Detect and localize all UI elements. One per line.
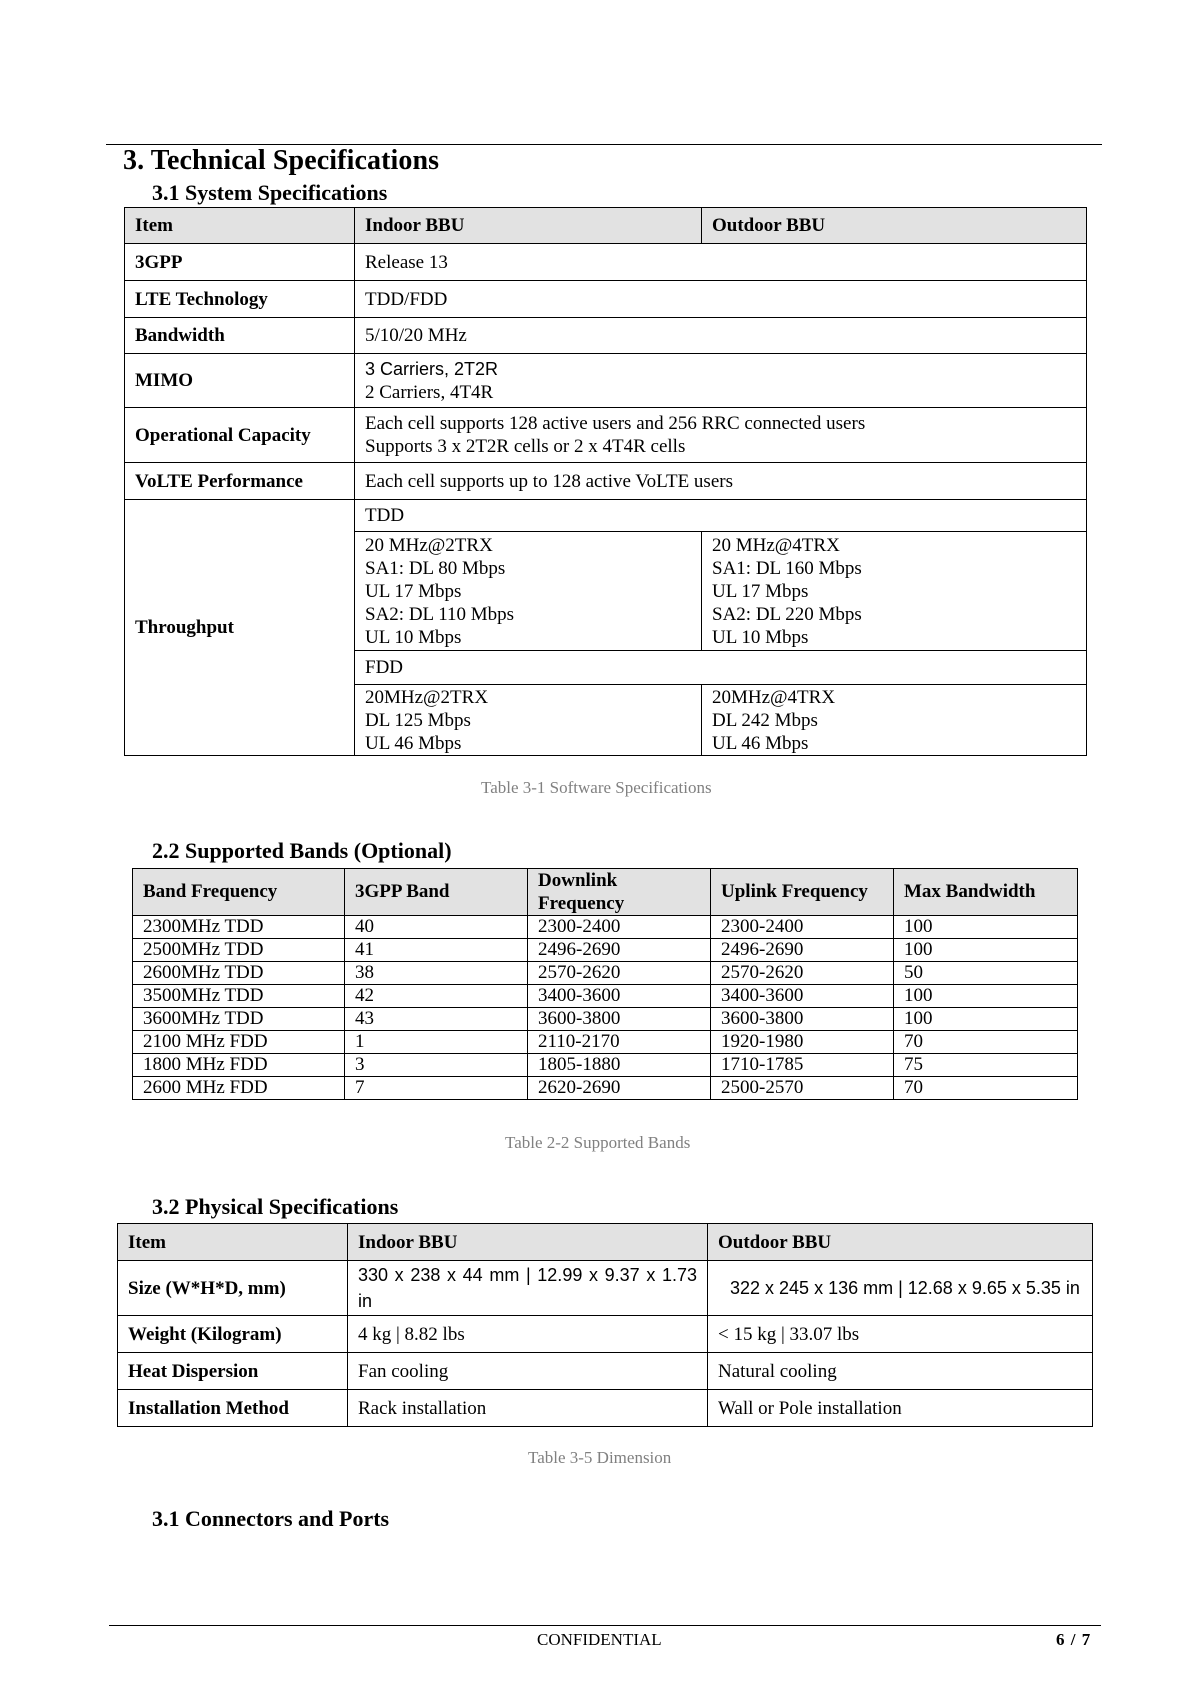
table-row [133,985,1078,1008]
tdd-4trx-cell [702,532,1087,651]
bands-header: Uplink Frequency [711,869,894,916]
band-cell: 100 [894,939,1078,962]
tdd-left-line: SA1: DL 80 Mbps [365,557,506,579]
caption-table-2-2: Table 2-2 Supported Bands [505,1133,691,1152]
table-row [133,1054,1078,1077]
tdd-label: TDD [355,500,1087,532]
subsection-title-system: 3.1 System Specifications [152,180,388,205]
row-label-volte: VoLTE Performance [125,463,355,500]
tdd-left-line: UL 17 Mbps [365,580,462,602]
band-cell: 100 [894,916,1078,939]
table-row [133,1077,1078,1100]
footer-confidential: CONFIDENTIAL [537,1630,662,1649]
table-row [133,1031,1078,1054]
tdd-right-line: UL 17 Mbps [712,580,809,602]
band-cell: 3400-3600 [711,985,894,1008]
mimo-line-1: 3 Carriers, 2T2R [365,358,499,379]
caption-table-3-1: Table 3-1 Software Specifications [481,778,712,797]
fdd-left-line: UL 46 Mbps [365,732,462,754]
band-cell: 2300-2400 [528,916,711,939]
band-cell: 100 [894,1008,1078,1031]
physical-size-indoor: 330 x 238 x 44 mm | 12.99 x 9.37 x 1.73 in [348,1261,708,1316]
band-cell: 100 [894,985,1078,1008]
section-title: 3. Technical Specifications [123,145,440,176]
band-cell: 70 [894,1077,1078,1100]
band-cell: 38 [345,962,528,985]
band-cell: 2496-2690 [711,939,894,962]
band-cell: 50 [894,962,1078,985]
fdd-left-line: DL 125 Mbps [365,709,471,731]
band-cell: 1710-1785 [711,1054,894,1077]
band-cell: 2620-2690 [528,1077,711,1100]
tdd-left-line: SA2: DL 110 Mbps [365,603,515,625]
band-cell: 3600MHz TDD [133,1008,345,1031]
physical-header-item: Item [118,1224,348,1261]
band-cell: 70 [894,1031,1078,1054]
band-cell: 40 [345,916,528,939]
bands-header: 3GPP Band [345,869,528,916]
fdd-right-line: UL 46 Mbps [712,732,809,754]
row-label-throughput: Throughput [125,500,355,756]
fdd-2trx-cell [355,685,702,756]
physical-header-indoor: Indoor BBU [348,1224,708,1261]
physical-install-outdoor: Wall or Pole installation [708,1390,1093,1427]
physical-weight-indoor: 4 kg | 8.82 lbs [348,1316,708,1353]
band-cell: 2300MHz TDD [133,916,345,939]
band-cell: 3500MHz TDD [133,985,345,1008]
band-cell: 2300-2400 [711,916,894,939]
tdd-left-line: 20 MHz@2TRX [365,534,493,556]
band-cell: 2496-2690 [528,939,711,962]
tdd-right-line: 20 MHz@4TRX [712,534,840,556]
row-value-lte: TDD/FDD [355,281,1087,318]
caption-table-3-5: Table 3-5 Dimension [528,1448,672,1467]
header-item: Item [125,208,355,244]
band-cell: 7 [345,1077,528,1100]
band-cell: 2600MHz TDD [133,962,345,985]
band-cell: 41 [345,939,528,962]
band-cell: 42 [345,985,528,1008]
system-specs-table [124,207,1087,756]
physical-heat-outdoor: Natural cooling [708,1353,1093,1390]
physical-specs-table [117,1223,1093,1427]
table-row [133,916,1078,939]
table-row [133,962,1078,985]
band-cell: 3 [345,1054,528,1077]
mimo-line-2: 2 Carriers, 4T4R [365,381,494,403]
capacity-line-2: Supports 3 x 2T2R cells or 2 x 4T4R cells [365,436,686,457]
physical-size-outdoor: 322 x 245 x 136 mm | 12.68 x 9.65 x 5.35 in [708,1261,1093,1316]
header-indoor: Indoor BBU [355,208,702,244]
physical-install-indoor: Rack installation [348,1390,708,1427]
band-cell: 1800 MHz FDD [133,1054,345,1077]
physical-label-size: Size (W*H*D, mm) [118,1261,348,1316]
row-value-capacity [355,408,1087,463]
row-label-lte: LTE Technology [125,281,355,318]
band-cell: 75 [894,1054,1078,1077]
physical-label-heat: Heat Dispersion [118,1353,348,1390]
physical-weight-outdoor: < 15 kg | 33.07 lbs [708,1316,1093,1353]
band-cell: 2600 MHz FDD [133,1077,345,1100]
band-cell: 1805-1880 [528,1054,711,1077]
physical-label-weight: Weight (Kilogram) [118,1316,348,1353]
band-cell: 2110-2170 [528,1031,711,1054]
footer-rule [109,1625,1101,1626]
tdd-right-line: SA2: DL 220 Mbps [712,603,862,625]
band-cell: 2570-2620 [528,962,711,985]
physical-heat-indoor: Fan cooling [348,1353,708,1390]
subsection-title-physical: 3.2 Physical Specifications [152,1194,399,1219]
physical-label-install: Installation Method [118,1390,348,1427]
fdd-right-line: 20MHz@4TRX [712,686,836,708]
header-outdoor: Outdoor BBU [702,208,1087,244]
bands-header: Band Frequency [133,869,345,916]
row-value-3gpp: Release 13 [355,244,1087,281]
row-label-3gpp: 3GPP [125,244,355,281]
band-cell: 3600-3800 [528,1008,711,1031]
tdd-right-line: SA1: DL 160 Mbps [712,557,862,579]
band-cell: 3400-3600 [528,985,711,1008]
tdd-2trx-cell [355,532,702,651]
fdd-label: FDD [355,651,1087,685]
band-cell: 1920-1980 [711,1031,894,1054]
fdd-4trx-cell [702,685,1087,756]
supported-bands-table [132,868,1078,1100]
subsection-title-bands: 2.2 Supported Bands (Optional) [152,838,452,863]
band-cell: 43 [345,1008,528,1031]
band-cell: 3600-3800 [711,1008,894,1031]
capacity-line-1: Each cell supports 128 active users and 256 RRC connected users [365,413,866,434]
bands-header: Max Bandwidth [894,869,1078,916]
row-label-mimo: MIMO [125,354,355,408]
band-cell: 2570-2620 [711,962,894,985]
band-cell: 1 [345,1031,528,1054]
band-cell: 2500MHz TDD [133,939,345,962]
fdd-left-line: 20MHz@2TRX [365,686,489,708]
row-value-bandwidth: 5/10/20 MHz [355,318,1087,354]
row-value-mimo [355,354,1087,408]
table-row [133,939,1078,962]
bands-header: Downlink Frequency [528,869,711,916]
table-row [133,1008,1078,1031]
row-label-capacity: Operational Capacity [125,408,355,463]
tdd-right-line: UL 10 Mbps [712,626,809,648]
tdd-left-line: UL 10 Mbps [365,626,462,648]
subsection-title-connectors: 3.1 Connectors and Ports [152,1506,390,1531]
page-number: 6 / 7 [1056,1630,1091,1649]
band-cell: 2100 MHz FDD [133,1031,345,1054]
row-value-volte: Each cell supports up to 128 active VoLTE users [355,463,1087,500]
band-cell: 2500-2570 [711,1077,894,1100]
row-label-bandwidth: Bandwidth [125,318,355,354]
physical-header-outdoor: Outdoor BBU [708,1224,1093,1261]
fdd-right-line: DL 242 Mbps [712,709,818,731]
